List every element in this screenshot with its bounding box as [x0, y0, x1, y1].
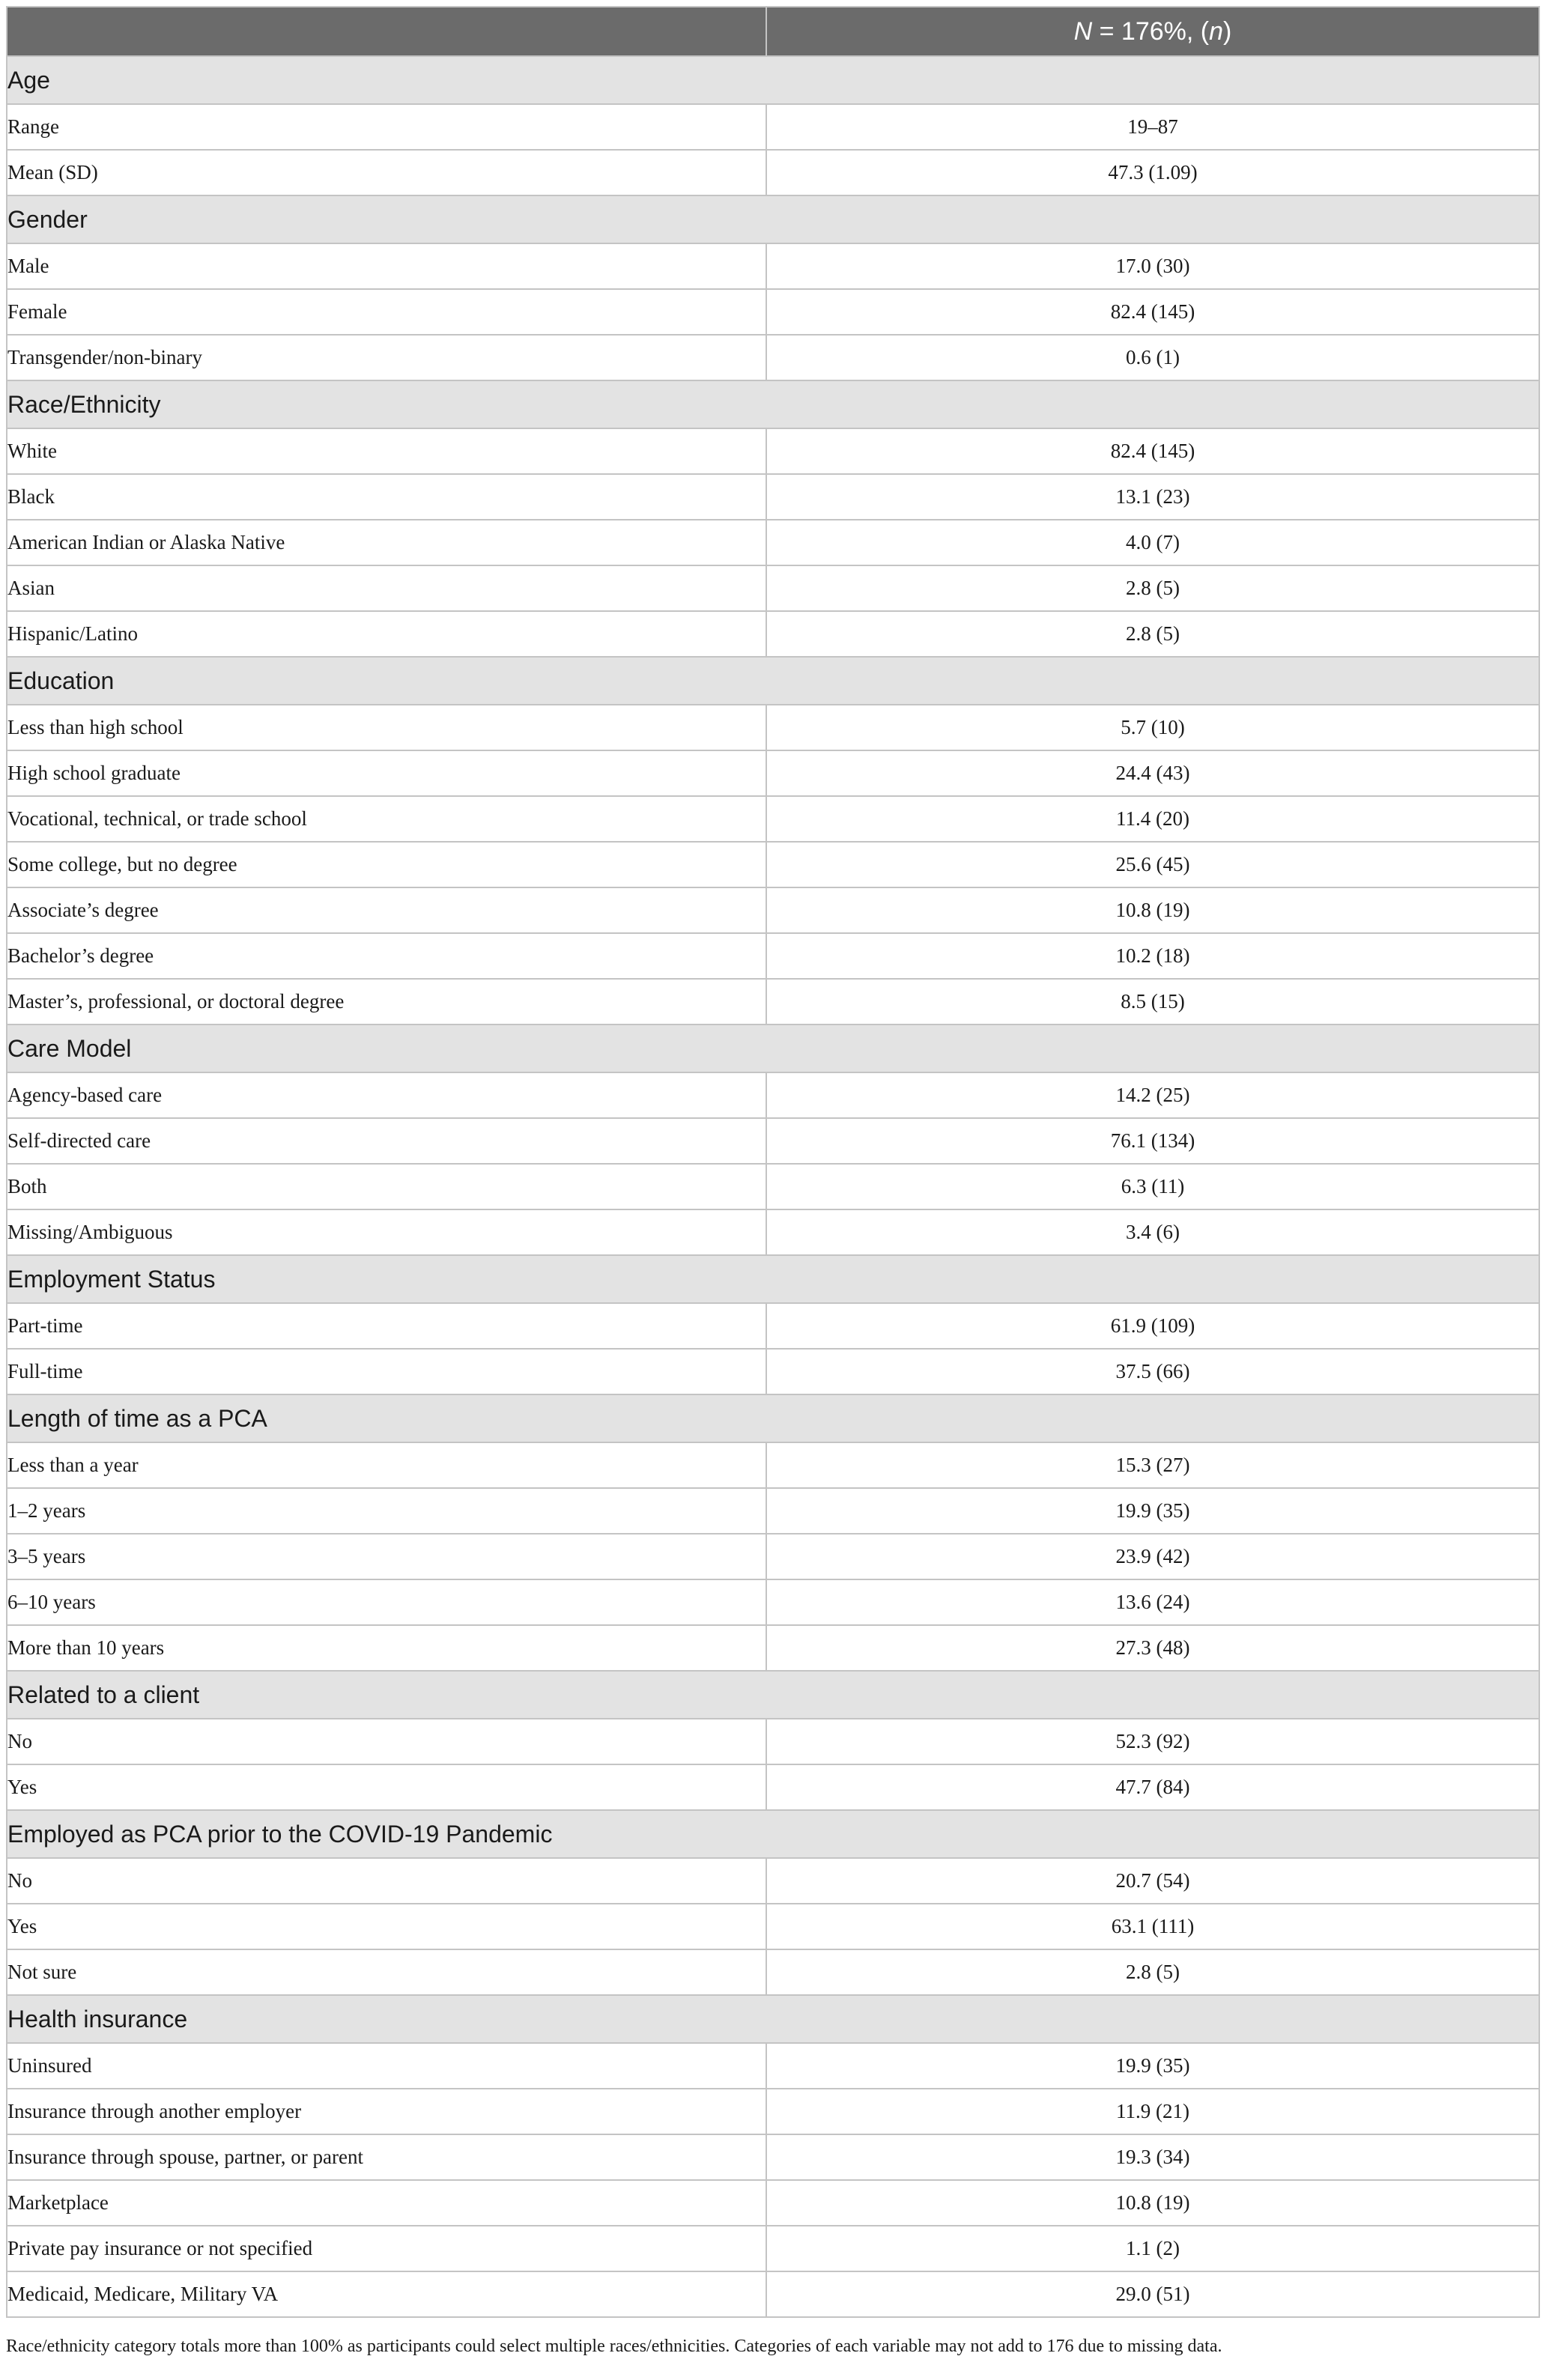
header-n-small: n	[1209, 16, 1224, 46]
table-row	[7, 611, 1539, 657]
row-value: 8.5 (15)	[766, 979, 1539, 1024]
row-value: 19.3 (34)	[766, 2134, 1539, 2180]
row-value: 10.2 (18)	[766, 933, 1539, 979]
table-row	[7, 565, 1539, 611]
row-label: Insurance through another employer	[7, 2089, 766, 2134]
row-value: 1.1 (2)	[766, 2226, 1539, 2271]
row-label: Missing/Ambiguous	[7, 1209, 766, 1255]
row-value: 52.3 (92)	[766, 1719, 1539, 1764]
row-value: 23.9 (42)	[766, 1534, 1539, 1579]
table-row	[7, 150, 1539, 195]
section-header-row	[7, 380, 1539, 428]
table-row	[7, 1625, 1539, 1671]
section-header-row	[7, 195, 1539, 243]
row-value: 61.9 (109)	[766, 1303, 1539, 1349]
row-value: 63.1 (111)	[766, 1904, 1539, 1949]
row-label: Associate’s degree	[7, 887, 766, 933]
row-value: 2.8 (5)	[766, 611, 1539, 657]
row-label: Yes	[7, 1764, 766, 1810]
section-title: Care Model	[7, 1024, 1539, 1072]
table-row	[7, 1349, 1539, 1394]
row-value: 6.3 (11)	[766, 1164, 1539, 1209]
row-label: Medicaid, Medicare, Military VA	[7, 2271, 766, 2317]
row-value: 27.3 (48)	[766, 1625, 1539, 1671]
row-label: Master’s, professional, or doctoral degree	[7, 979, 766, 1024]
table-row	[7, 335, 1539, 380]
row-label: Bachelor’s degree	[7, 933, 766, 979]
row-label: Hispanic/Latino	[7, 611, 766, 657]
row-value: 76.1 (134)	[766, 1118, 1539, 1164]
row-value: 4.0 (7)	[766, 520, 1539, 565]
row-value: 19.9 (35)	[766, 2043, 1539, 2089]
section-title: Length of time as a PCA	[7, 1394, 1539, 1442]
row-label: Self-directed care	[7, 1118, 766, 1164]
table-footnote: Race/ethnicity category totals more than 100% as participants could select multiple races/ethnicities. Categories of each variable may not add to 176 due to missing data.	[6, 2337, 1222, 2356]
row-label: No	[7, 1858, 766, 1904]
row-label: Mean (SD)	[7, 150, 766, 195]
section-title: Gender	[7, 195, 1539, 243]
section-title: Related to a client	[7, 1671, 1539, 1719]
row-value: 5.7 (10)	[766, 705, 1539, 750]
row-value: 2.8 (5)	[766, 1949, 1539, 1995]
row-label: Both	[7, 1164, 766, 1209]
row-value: 20.7 (54)	[766, 1858, 1539, 1904]
table-row	[7, 1164, 1539, 1209]
table-row	[7, 1534, 1539, 1579]
row-label: American Indian or Alaska Native	[7, 520, 766, 565]
table-row	[7, 2226, 1539, 2271]
table-row	[7, 1442, 1539, 1488]
row-label: More than 10 years	[7, 1625, 766, 1671]
table-body	[7, 56, 1539, 2317]
section-header-row	[7, 1995, 1539, 2043]
header-empty-cell	[7, 7, 766, 56]
section-title: Education	[7, 657, 1539, 705]
row-label: Part-time	[7, 1303, 766, 1349]
row-value: 13.1 (23)	[766, 474, 1539, 520]
row-label: Insurance through spouse, partner, or parent	[7, 2134, 766, 2180]
demographics-table	[6, 6, 1540, 2318]
row-value: 82.4 (145)	[766, 428, 1539, 474]
table-row	[7, 1579, 1539, 1625]
row-value: 13.6 (24)	[766, 1579, 1539, 1625]
header-n-close: )	[1223, 16, 1232, 46]
row-value: 17.0 (30)	[766, 243, 1539, 289]
table-row	[7, 1904, 1539, 1949]
row-value: 25.6 (45)	[766, 842, 1539, 887]
section-title: Race/Ethnicity	[7, 380, 1539, 428]
row-label: Yes	[7, 1904, 766, 1949]
section-title: Health insurance	[7, 1995, 1539, 2043]
table-row	[7, 243, 1539, 289]
table-row	[7, 842, 1539, 887]
section-title: Employed as PCA prior to the COVID-19 Pandemic	[7, 1810, 1539, 1858]
section-header-row	[7, 657, 1539, 705]
table-row	[7, 1209, 1539, 1255]
row-value: 10.8 (19)	[766, 2180, 1539, 2226]
table-row	[7, 428, 1539, 474]
row-label: Some college, but no degree	[7, 842, 766, 887]
row-label: White	[7, 428, 766, 474]
row-value: 3.4 (6)	[766, 1209, 1539, 1255]
row-value: 0.6 (1)	[766, 335, 1539, 380]
section-header-row	[7, 56, 1539, 104]
row-label: 3–5 years	[7, 1534, 766, 1579]
row-label: Male	[7, 243, 766, 289]
row-value: 82.4 (145)	[766, 289, 1539, 335]
table-row	[7, 1488, 1539, 1534]
row-label: Female	[7, 289, 766, 335]
section-header-row	[7, 1024, 1539, 1072]
row-label: Vocational, technical, or trade school	[7, 796, 766, 842]
row-label: Marketplace	[7, 2180, 766, 2226]
table-row	[7, 289, 1539, 335]
section-header-row	[7, 1394, 1539, 1442]
table-row	[7, 2180, 1539, 2226]
row-value: 47.7 (84)	[766, 1764, 1539, 1810]
row-label: 6–10 years	[7, 1579, 766, 1625]
row-value: 37.5 (66)	[766, 1349, 1539, 1394]
table-header-row	[7, 7, 1539, 56]
header-n-eq: = 176%, (	[1092, 16, 1210, 46]
row-label: Private pay insurance or not specified	[7, 2226, 766, 2271]
row-value: 11.9 (21)	[766, 2089, 1539, 2134]
row-value: 14.2 (25)	[766, 1072, 1539, 1118]
table-row	[7, 705, 1539, 750]
row-label: Not sure	[7, 1949, 766, 1995]
row-label: Range	[7, 104, 766, 150]
table-row	[7, 2043, 1539, 2089]
table-row	[7, 750, 1539, 796]
table-row	[7, 1118, 1539, 1164]
row-value: 24.4 (43)	[766, 750, 1539, 796]
row-value: 11.4 (20)	[766, 796, 1539, 842]
row-label: Less than high school	[7, 705, 766, 750]
row-value: 29.0 (51)	[766, 2271, 1539, 2317]
table-row	[7, 520, 1539, 565]
row-value: 15.3 (27)	[766, 1442, 1539, 1488]
table-row	[7, 2271, 1539, 2317]
table-row	[7, 2089, 1539, 2134]
header-sample-size	[766, 7, 1539, 56]
section-header-row	[7, 1255, 1539, 1303]
header-n-symbol: N	[1073, 16, 1093, 46]
table-row	[7, 474, 1539, 520]
row-value: 19–87	[766, 104, 1539, 150]
table-row	[7, 1719, 1539, 1764]
table-row	[7, 1949, 1539, 1995]
row-label: Uninsured	[7, 2043, 766, 2089]
section-title: Employment Status	[7, 1255, 1539, 1303]
row-label: High school graduate	[7, 750, 766, 796]
row-label: Transgender/non-binary	[7, 335, 766, 380]
table-row	[7, 1303, 1539, 1349]
row-label: Less than a year	[7, 1442, 766, 1488]
table-row	[7, 796, 1539, 842]
table-row	[7, 887, 1539, 933]
table-row	[7, 1072, 1539, 1118]
section-header-row	[7, 1671, 1539, 1719]
section-title: Age	[7, 56, 1539, 104]
row-value: 10.8 (19)	[766, 887, 1539, 933]
row-value: 2.8 (5)	[766, 565, 1539, 611]
table-row	[7, 979, 1539, 1024]
table-row	[7, 1858, 1539, 1904]
table-row	[7, 1764, 1539, 1810]
row-label: Agency-based care	[7, 1072, 766, 1118]
row-label: Black	[7, 474, 766, 520]
row-label: 1–2 years	[7, 1488, 766, 1534]
section-header-row	[7, 1810, 1539, 1858]
table-row	[7, 2134, 1539, 2180]
row-value: 19.9 (35)	[766, 1488, 1539, 1534]
table-row	[7, 104, 1539, 150]
row-label: Full-time	[7, 1349, 766, 1394]
row-value: 47.3 (1.09)	[766, 150, 1539, 195]
row-label: No	[7, 1719, 766, 1764]
row-label: Asian	[7, 565, 766, 611]
table-row	[7, 933, 1539, 979]
